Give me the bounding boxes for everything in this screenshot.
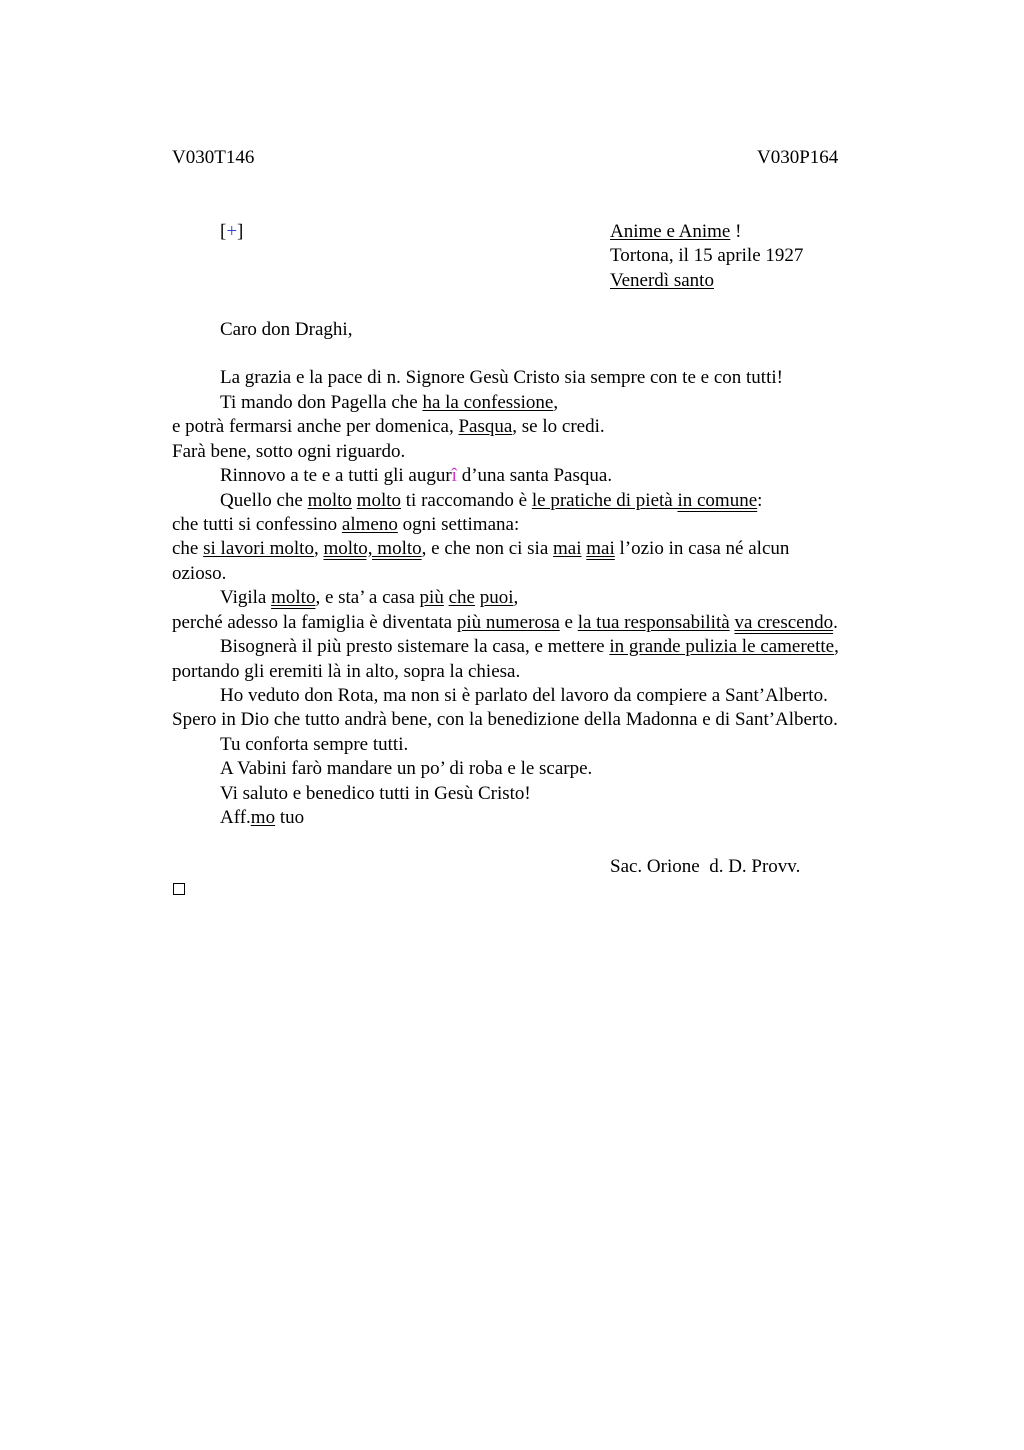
body-line-16: Tu conforta sempre tutti. [220, 734, 409, 755]
motto: Anime e Anime [610, 221, 731, 242]
document-code-left: V030T146 [172, 147, 255, 168]
body-line-15: Spero in Dio che tutto andrà bene, con la benedizione della Madonna e di Sant’Alberto. [172, 709, 838, 730]
greeting: Caro don Draghi, [220, 319, 353, 340]
date-line: Tortona, il 15 aprile 1927 [610, 245, 804, 266]
body-line-2: Ti mando don Pagella che ha la confessione, [220, 392, 559, 413]
cross-mark [220, 220, 243, 244]
day-line: Venerdì santo [610, 270, 714, 291]
body-line-5: Rinnovo a te e a tutti gli augurî d’una santa Pasqua. [220, 465, 613, 486]
document-code-right: V030P164 [757, 147, 839, 168]
body-line-1: La grazia e la pace di n. Signore Gesù Cristo sia sempre con te e con tutti! [220, 367, 783, 388]
plus-link[interactable]: + [226, 221, 238, 242]
body-line-18: Vi saluto e benedico tutti in Gesù Cristo! [220, 783, 531, 804]
end-of-letter-mark [173, 883, 185, 895]
body-line-11: perché adesso la famiglia è diventata più numerosa e la tua responsabilità va crescendo. [172, 612, 838, 633]
closing-line: Aff.mo tuo [220, 807, 305, 828]
signature: Sac. Orione d. D. Provv. [610, 856, 801, 877]
body-line-4: Farà bene, sotto ogni riguardo. [172, 441, 406, 462]
motto-end: ! [730, 221, 742, 242]
body-line-10: Vigila molto, e sta’ a casa più che puoi, [220, 587, 519, 608]
body-line-13: portando gli eremiti là in alto, sopra la chiesa. [172, 661, 521, 682]
body-line-17: A Vabini farò mandare un po’ di roba e le scarpe. [220, 758, 593, 779]
bracket-close: ] [237, 221, 244, 242]
bracket-open: [ [220, 221, 227, 242]
body-line-8: che si lavori molto, molto, molto, e che non ci sia mai mai l’ozio in casa né alcun [172, 538, 790, 559]
body-line-3: e potrà fermarsi anche per domenica, Pasqua, se lo credi. [172, 416, 605, 437]
motto-line [610, 220, 741, 244]
body-line-12: Bisognerà il più presto sistemare la casa, e mettere in grande pulizia le camerette, [220, 636, 839, 657]
body-line-6: Quello che molto molto ti raccomando è le pratiche di pietà in comune: [220, 490, 763, 511]
body-line-9: ozioso. [172, 563, 227, 584]
editorial-mark: î [451, 465, 457, 486]
body-line-14: Ho veduto don Rota, ma non si è parlato del lavoro da compiere a Sant’Alberto. [220, 685, 828, 706]
body-line-7: che tutti si confessino almeno ogni settimana: [172, 514, 520, 535]
